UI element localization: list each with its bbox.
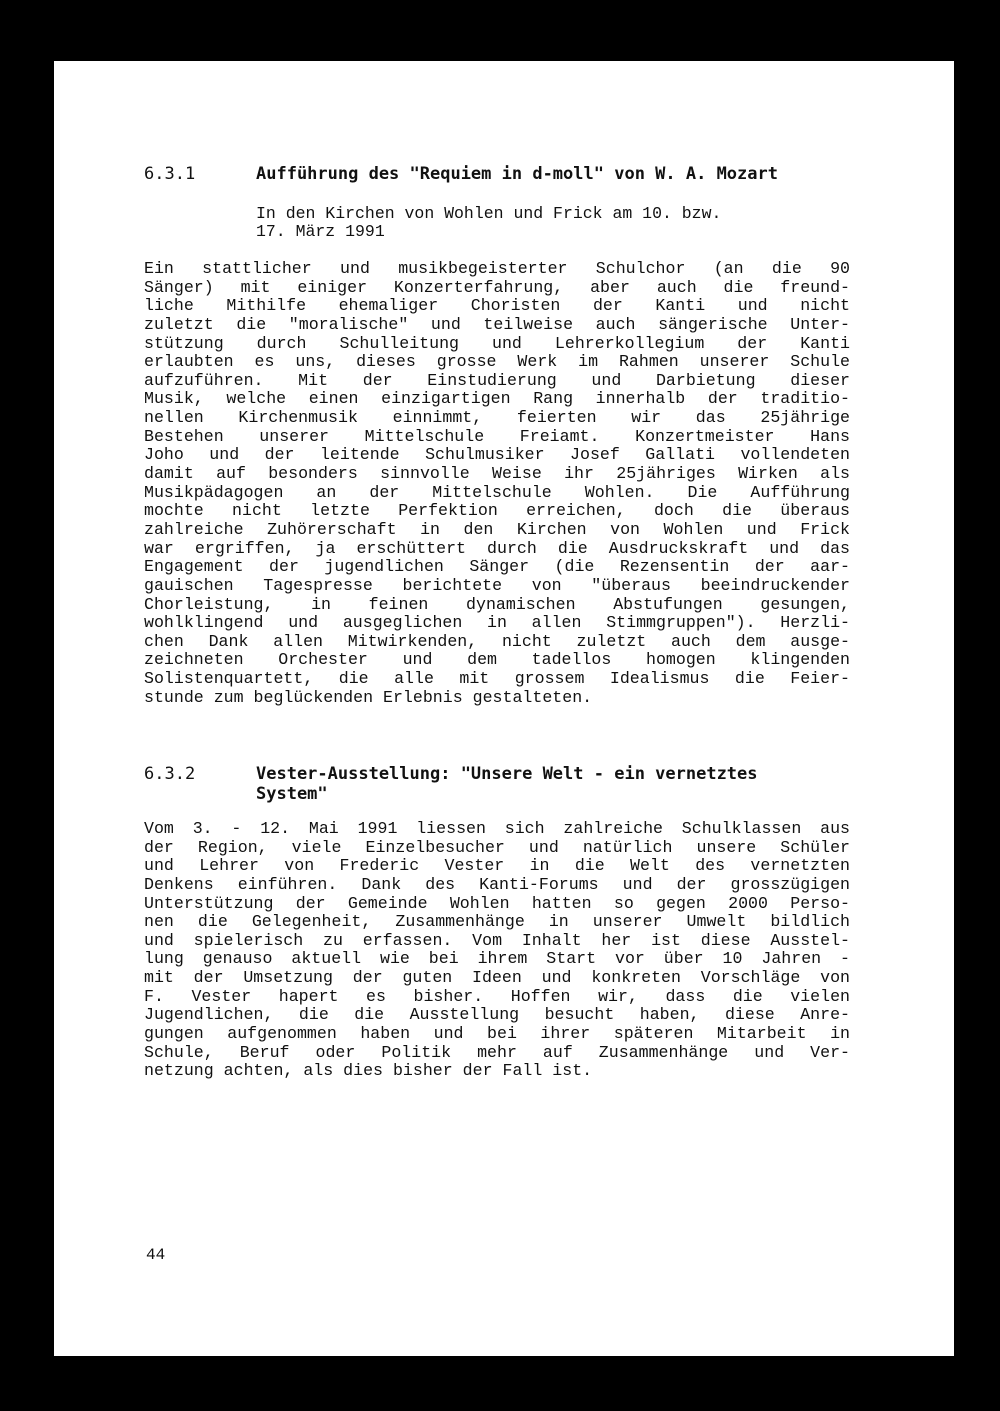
text-line: lung genauso aktuell wie bei ihrem Start vor über 10 Jahren - xyxy=(144,949,850,969)
text-line: Unterstützung der Gemeinde Wohlen hatten so gegen 2000 Perso- xyxy=(144,893,850,913)
document-page xyxy=(54,61,954,1356)
section-number: 6.3.2 xyxy=(144,764,196,784)
text-line: gungen aufgenommen haben und bei ihrer späteren Mitarbeit in xyxy=(144,1024,850,1044)
text-line: F. Vester hapert es bisher. Hoffen wir, dass die vielen xyxy=(144,986,850,1006)
text-line: Schule, Beruf oder Politik mehr auf Zusammenhänge und Ver- xyxy=(144,1042,850,1062)
text-line: stunde zum beglückenden Erlebnis gestalteten. xyxy=(144,687,593,707)
subtitle-line: In den Kirchen von Wohlen und Frick am 10. bzw. xyxy=(256,204,722,223)
text-line: damit auf besonders sinnvolle Weise ihr 25jähriges Wirken als xyxy=(144,464,850,484)
text-line: Denkens einführen. Dank des Kanti-Forums und der grosszügigen xyxy=(144,874,850,894)
text-line: gauischen Tagespresse berichtete von "überaus beeindruckender xyxy=(144,575,850,595)
text-line: Musikpädagogen an der Mittelschule Wohlen. Die Aufführung xyxy=(144,482,850,502)
text-line: Engagement der jugendlichen Sänger (die Rezensentin der aar- xyxy=(144,557,850,577)
subtitle-line: 17. März 1991 xyxy=(256,222,385,241)
text-line: zuletzt die "moralische" und teilweise auch sängerische Unter- xyxy=(144,314,850,334)
text-line: mit der Umsetzung der guten Ideen und konkreten Vorschläge von xyxy=(144,968,850,988)
text-line: netzung achten, als dies bisher der Fall ist. xyxy=(144,1061,593,1081)
text-line: chen Dank allen Mitwirkenden, nicht zuletzt auch dem ausge- xyxy=(144,631,850,651)
text-line: nellen Kirchenmusik einnimmt, feierten wir das 25jährige xyxy=(144,408,850,428)
section-paragraph xyxy=(144,260,850,707)
section-title: Vester-Ausstellung: "Unsere Welt - ein vernetztes System" xyxy=(256,764,758,804)
section-title: Aufführung des "Requiem in d-moll" von W. A. Mozart xyxy=(256,164,778,184)
page-number: 44 xyxy=(146,1246,166,1264)
text-line: wohlklingend und ausgeglichen in allen Stimmgruppen"). Herzli- xyxy=(144,613,850,633)
text-line: Musik, welche einen einzigartigen Rang innerhalb der traditio- xyxy=(144,389,850,409)
text-line: Jugendlichen, die die Ausstellung besucht haben, diese Anre- xyxy=(144,1005,850,1025)
text-line: aufzuführen. Mit der Einstudierung und Darbietung dieser xyxy=(144,370,850,390)
text-line: Sänger) mit einiger Konzerterfahrung, aber auch die freund- xyxy=(144,277,850,297)
text-line: erlaubten es uns, dieses grosse Werk im Rahmen unserer Schule xyxy=(144,352,850,372)
text-line: Bestehen unserer Mittelschule Freiamt. Konzertmeister Hans xyxy=(144,426,850,446)
text-line: zahlreiche Zuhörerschaft in den Kirchen von Wohlen und Frick xyxy=(144,519,850,539)
text-line: stützung durch Schulleitung und Lehrerkollegium der Kanti xyxy=(144,333,850,353)
text-line: zeichneten Orchester und dem tadellos homogen klingenden xyxy=(144,650,850,670)
text-line: war ergriffen, ja erschüttert durch die Ausdruckskraft und das xyxy=(144,538,850,558)
section-paragraph xyxy=(144,820,850,1081)
text-line: Solistenquartett, die alle mit grossem Idealismus die Feier- xyxy=(144,669,850,689)
text-line: mochte nicht letzte Perfektion erreichen, doch die überaus xyxy=(144,501,850,521)
text-line: Ein stattlicher und musikbegeisterter Schulchor (an die 90 xyxy=(144,259,850,278)
text-line: Joho und der leitende Schulmusiker Josef Gallati vollendeten xyxy=(144,445,850,465)
text-line: nen die Gelegenheit, Zusammenhänge in unserer Umwelt bildlich xyxy=(144,912,850,932)
text-line: der Region, viele Einzelbesucher und natürlich unsere Schüler xyxy=(144,837,850,857)
text-line: Chorleistung, in feinen dynamischen Abstufungen gesungen, xyxy=(144,594,850,614)
text-line: und spielerisch zu erfassen. Vom Inhalt her ist diese Ausstel- xyxy=(144,930,850,950)
section-subtitle xyxy=(256,205,816,241)
text-line: Vom 3. - 12. Mai 1991 liessen sich zahlreiche Schulklassen aus xyxy=(144,819,850,838)
text-line: liche Mithilfe ehemaliger Choristen der Kanti und nicht xyxy=(144,296,850,316)
text-line: und Lehrer von Frederic Vester in die Welt des vernetzten xyxy=(144,856,850,876)
section-number: 6.3.1 xyxy=(144,164,196,184)
